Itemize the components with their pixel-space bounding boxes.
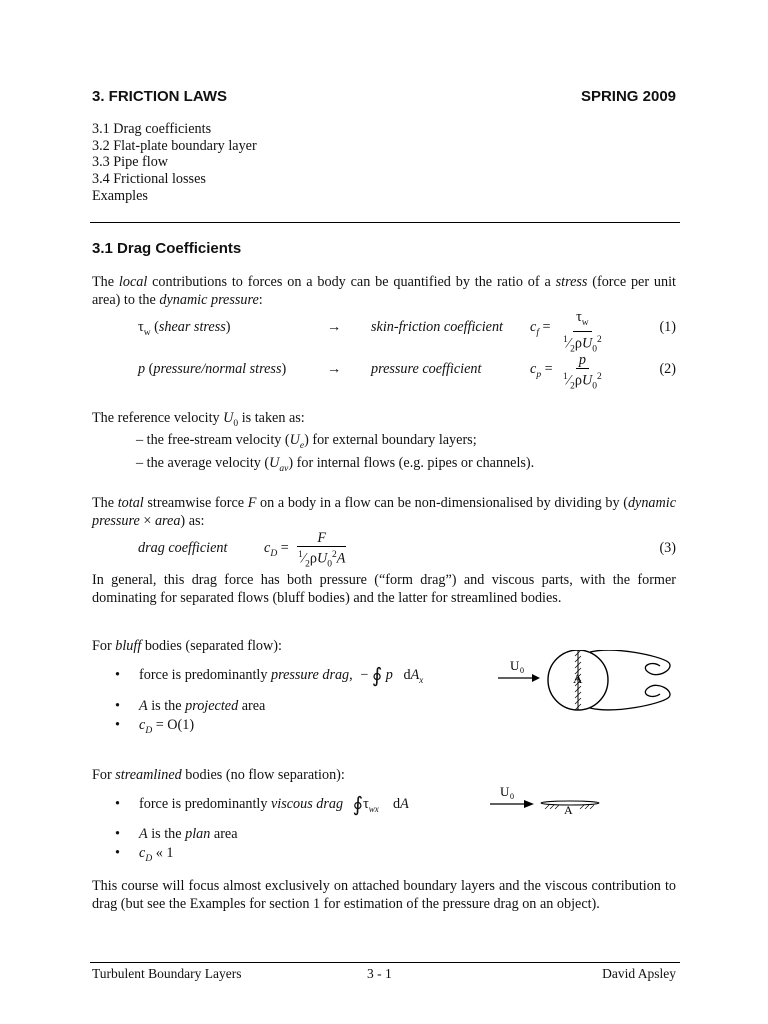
toc-item: 3.2 Flat-plate boundary layer bbox=[92, 137, 257, 154]
eq1-fraction: $\frac{\tau_w}{^1⁄_2\rho U_0^2}$ bbox=[563, 309, 602, 355]
reference-velocity: The reference velocity $U_0$ is taken as: – the free-stream velocity $(U_e)$ for external boundary layers; – the average velocity $(U_{av})$ for internal flows (e.g. pipes or channels). bbox=[92, 410, 535, 474]
svg-text:U: U bbox=[510, 658, 520, 673]
streamlined-body-diagram bbox=[490, 782, 610, 818]
divider bbox=[90, 222, 680, 223]
toc-item: 3.3 Pipe flow bbox=[92, 154, 169, 171]
list-item: • A is the plan area bbox=[115, 826, 238, 842]
equation-3: drag coefficient $c_D$ = $\frac{F}{^1⁄_2\rho U_0^2A}$ (3) bbox=[92, 529, 676, 569]
equation-1: $\tau_w$ (shear stress) → skin-friction coefficient $c_f$ = $\frac{\tau_w}{^1⁄_2\rho U_0^2}$ (1) bbox=[92, 308, 676, 348]
toc-item: Examples bbox=[92, 187, 148, 204]
list-item: • force is predominantly viscous drag $∮\tau_{wx}$ dA bbox=[115, 794, 409, 816]
svg-text:A: A bbox=[573, 671, 583, 686]
footer-left: Turbulent Boundary Layers bbox=[92, 966, 242, 981]
bluff-heading: For bluff bodies (separated flow): bbox=[92, 638, 282, 654]
equation-2: p (pressure/normal stress) → pressure coefficient $c_p$ = $\frac{p}{^1⁄_2\rho U_0^2}$ (2) bbox=[92, 351, 676, 391]
streamlined-heading: For streamlined bodies (no flow separation): bbox=[92, 767, 345, 783]
table-of-contents bbox=[92, 121, 257, 205]
doc-term: SPRING 2009 bbox=[580, 88, 676, 105]
general-paragraph: In general, this drag force has both pressure (“form drag”) and viscous parts, with the former dominating for separated flows (bluff bodies) and the latter for streamlined bodies. bbox=[92, 572, 676, 606]
closing-paragraph: This course will focus almost exclusively on attached boundary layers and the viscous contribution to drag (but see the Examples for section 1 for estimation of the pressure drag on an object). bbox=[92, 878, 676, 912]
toc-item: 3.4 Frictional losses bbox=[92, 171, 206, 188]
list-item: • $c_D$ « 1 bbox=[115, 845, 174, 864]
svg-text:0: 0 bbox=[510, 792, 514, 801]
footer-author: David Apsley bbox=[602, 966, 676, 981]
section-heading: 3.1 Drag Coefficients bbox=[92, 240, 242, 257]
svg-text:A: A bbox=[564, 803, 573, 817]
list-item: • A is the projected area bbox=[115, 698, 266, 714]
eq2-fraction: $\frac{p}{^1⁄_2\rho U_0^2}$ bbox=[563, 352, 602, 392]
eq3-fraction: $\frac{F}{^1⁄_2\rho U_0^2A}$ bbox=[298, 530, 346, 570]
footer-divider bbox=[90, 962, 680, 963]
bluff-body-diagram bbox=[490, 650, 690, 720]
intro-paragraph: The local contributions to forces on a body can be quantified by the ratio of a stress (force per unit area) to the dynamic pressure: bbox=[92, 274, 676, 308]
page-number: 3 - 1 bbox=[367, 966, 392, 981]
svg-text:U: U bbox=[500, 784, 510, 799]
doc-title: 3. FRICTION LAWS bbox=[92, 88, 227, 105]
list-item: • force is predominantly pressure drag, − ∮ p $dA_x$ bbox=[115, 665, 424, 687]
svg-text:0: 0 bbox=[520, 666, 524, 675]
total-force-paragraph: The total streamwise force F on a body in a flow can be non-dimensionalised by dividing by (dynamic pressure × area) as: bbox=[92, 495, 677, 529]
toc-item: 3.1 Drag coefficients bbox=[92, 121, 212, 137]
list-item: • $c_D = O(1)$ bbox=[115, 717, 195, 736]
